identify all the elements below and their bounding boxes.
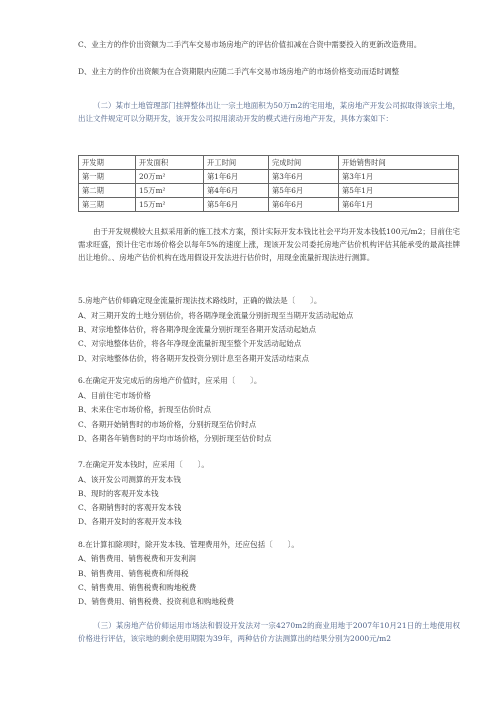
table-cell: 第二期 bbox=[79, 184, 136, 198]
table-row bbox=[79, 170, 459, 184]
table-cell: 20万m² bbox=[136, 170, 204, 184]
question-7-option-b: B、现时的客观开发本钱 bbox=[78, 489, 159, 498]
option-c-line: C、业主方的作价出资额为二手汽车交易市场房地产的评估价值扣减在合资中需要投入的更新改造费用。 bbox=[78, 40, 422, 49]
table-row bbox=[79, 198, 459, 212]
table-cell: 15万m² bbox=[136, 184, 204, 198]
question-7-stem: 7.在确定开发本钱时，应采用〔 〕。 bbox=[78, 460, 209, 469]
table-header-cell: 开工时间 bbox=[204, 156, 269, 170]
table-header-cell: 开始销售时间 bbox=[339, 156, 459, 170]
table-cell: 第3年1月 bbox=[339, 170, 459, 184]
question-7-option-d: D、各期开发时的客观开发本钱 bbox=[78, 517, 182, 526]
question-6-option-d: D、各期各年销售时的平均市场价格，分别折现至估价时点 bbox=[78, 434, 272, 443]
case-3-paragraph: （三）某房地产估价师运用市场法和假设开发法对一宗4270m2的商业用地于2007年10月21日的土地使用权价格进行评估，该宗地的剩余使用期限为39年，两种估价方法测算出的结果分别为2000元/m2 bbox=[78, 621, 460, 643]
table-cell: 第三期 bbox=[79, 198, 136, 212]
table-header-cell: 开发面积 bbox=[136, 156, 204, 170]
question-5-option-a: A、对三期开发的土地分别估价，将各期净现金流量分别折现至当期开发活动起始点 bbox=[78, 311, 354, 320]
table-cell: 第1年6月 bbox=[204, 170, 269, 184]
question-8-option-a: A、销售费用、销售税费和开发利润 bbox=[78, 554, 196, 563]
question-5-option-b: B、对宗地整体估价，将各期净现金流量分别折现至各期开发活动起始点 bbox=[78, 325, 317, 334]
development-plan-table bbox=[78, 155, 459, 212]
question-8-option-d: D、销售费用、销售税费、投资利息和购地税费 bbox=[78, 597, 235, 606]
question-8-option-b: B、销售费用、销售税费和所得税 bbox=[78, 569, 189, 578]
table-cell: 第5年6月 bbox=[269, 184, 339, 198]
table-cell: 第6年1月 bbox=[339, 198, 459, 212]
option-d-line: D、业主方的作价出资额为在合资期限内应随二手汽车交易市场房地产的市场价格变动而适时调整 bbox=[78, 67, 400, 76]
table-header-cell: 完成时间 bbox=[269, 156, 339, 170]
question-5-stem: 5.房地产估价师确定现金流量折现法技术路线时，正确的做法是〔 〕。 bbox=[78, 296, 322, 305]
question-6-option-a: A、目前住宅市场价格 bbox=[78, 391, 151, 400]
table-row bbox=[79, 184, 459, 198]
table-cell: 第一期 bbox=[79, 170, 136, 184]
question-7-option-a: A、该开发公司测算的开发本钱 bbox=[78, 475, 181, 484]
question-5-option-d: D、对宗地整体估价，将各期开发投资分别计息至各期开发活动结束点 bbox=[78, 354, 310, 363]
question-6-stem: 6.在确定开发完成后的房地产价值时，应采用〔 〕。 bbox=[78, 376, 262, 385]
question-8-option-c: C、销售费用、销售税费和购地税费 bbox=[78, 583, 197, 592]
table-cell: 第5年6月 bbox=[204, 198, 269, 212]
question-5-option-c: C、对宗地整体估价，将各年净现金流量折现至整个开发活动起始点 bbox=[78, 339, 302, 348]
case-2-paragraph: 由于开发规模较大且拟采用新的施工技术方案，预计实际开发本钱比社会平均开发本钱低100元/m2；目前住宅需求旺盛，预计住宅市场价格会以每年5%的速度上涨，现该开发公司委托房地产估价机构评估其能承受的最高挂牌出让地价。、房地产估价机构在选用假设开发法进行估价时，用现金流量折现法进行测算。 bbox=[78, 227, 460, 262]
question-6-option-c: C、各期开始销售时的市场价格，分别折现至估价时点 bbox=[78, 420, 257, 429]
table-cell: 15万m² bbox=[136, 198, 204, 212]
table-cell: 第3年6月 bbox=[269, 170, 339, 184]
table-cell: 第6年6月 bbox=[269, 198, 339, 212]
case-2-intro: （二）某市土地管理部门挂牌整体出让一宗土地面积为50万m2的宅用地，某房地产开发公司拟取得该宗土地，出让文件规定可以分期开发，该开发公司拟用滚动开发的模式进行房地产开发，具体方案如下： bbox=[78, 101, 460, 123]
table-header-cell: 开发期 bbox=[79, 156, 136, 170]
question-8-stem: 8.在计算扣除项时，除开发本钱、管理费用外，还应包括〔 〕。 bbox=[78, 540, 299, 549]
table-cell: 第4年6月 bbox=[204, 184, 269, 198]
question-6-option-b: B、未来住宅市场价格，折现至估价时点 bbox=[78, 405, 212, 414]
table-cell: 第5年1月 bbox=[339, 184, 459, 198]
question-7-option-c: C、各期销售时的客观开发本钱 bbox=[78, 503, 182, 512]
table-header-row bbox=[79, 156, 459, 170]
